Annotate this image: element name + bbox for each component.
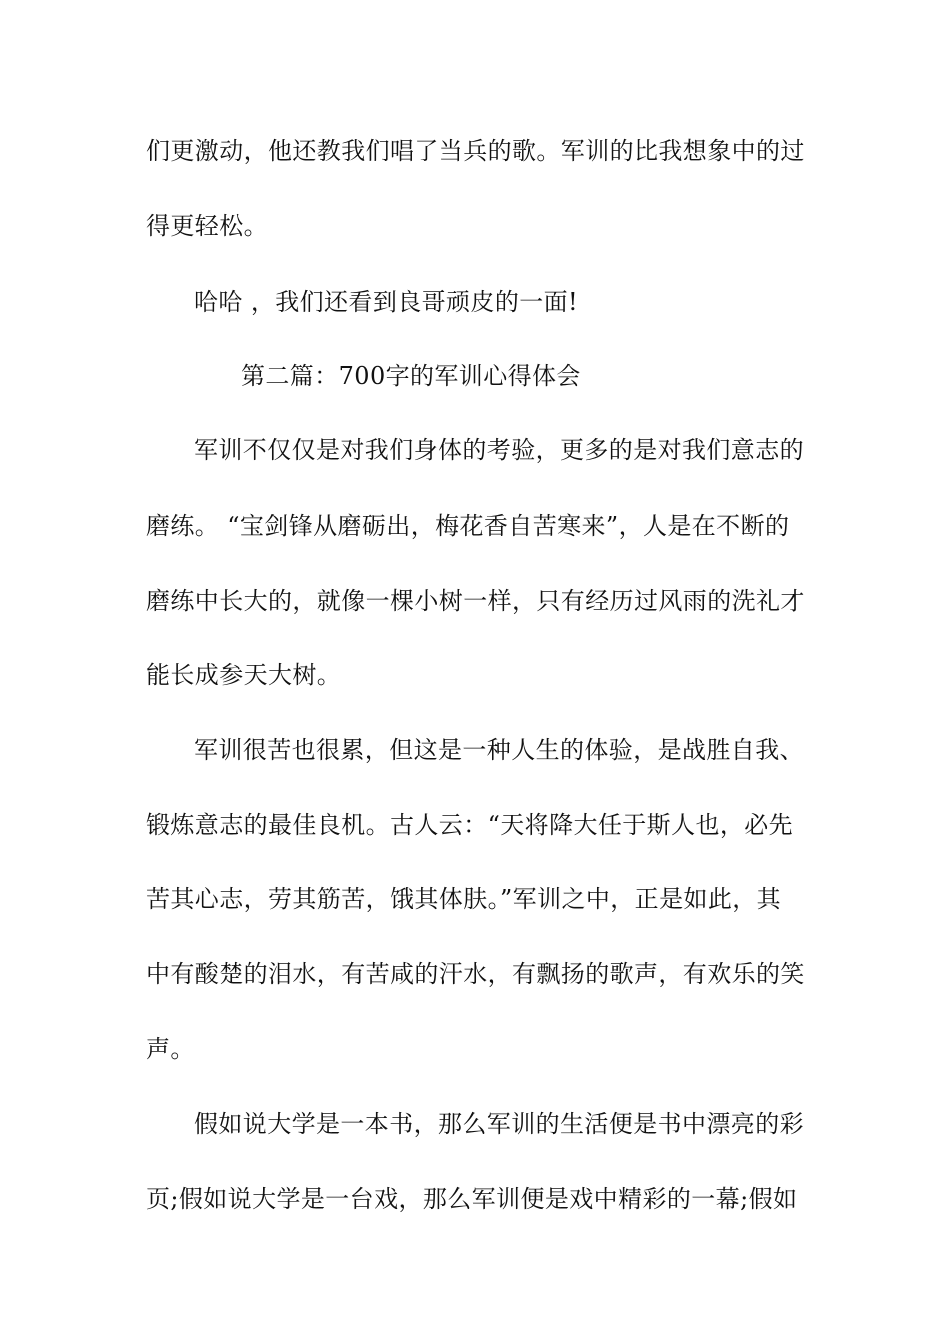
- paragraph-line: 们更激动，他还教我们唱了当兵的歌。军训的比我想象中的过: [146, 137, 805, 165]
- paragraph-line: 中有酸楚的泪水，有苦咸的汗水，有飘扬的歌声，有欢乐的笑: [146, 960, 805, 988]
- paragraph-line: 军训很苦也很累，但这是一种人生的体验，是战胜自我、: [194, 736, 804, 764]
- paragraph-line: 声。: [146, 1035, 195, 1063]
- paragraph-line: 假如说大学是一本书，那么军训的生活便是书中漂亮的彩: [194, 1110, 804, 1138]
- paragraph-line: 哈哈 ，我们还看到良哥顽皮的一面!: [194, 288, 579, 316]
- paragraph-line: 苦其心志，劳其筋苦，饿其体肤。”军训之中，正是如此，其: [146, 885, 782, 913]
- paragraph-line: 能长成参天大树。: [146, 661, 342, 689]
- paragraph-line: 磨练。 “宝剑锋从磨砺出，梅花香自苦寒来”，人是在不断的: [146, 512, 790, 540]
- paragraph-line: 磨练中长大的，就像一棵小树一样，只有经历过风雨的洗礼才: [146, 587, 805, 615]
- paragraph-line: 军训不仅仅是对我们身体的考验，更多的是对我们意志的: [194, 436, 804, 464]
- paragraph-line: 锻炼意志的最佳良机。古人云：“天将降大任于斯人也，必先: [146, 811, 794, 839]
- paragraph-line: 得更轻松。: [146, 212, 268, 240]
- section-heading: 第二篇：700字的军训心得体会: [241, 362, 581, 390]
- paragraph-line: 页;假如说大学是一台戏，那么军训便是戏中精彩的一幕;假如: [146, 1185, 798, 1213]
